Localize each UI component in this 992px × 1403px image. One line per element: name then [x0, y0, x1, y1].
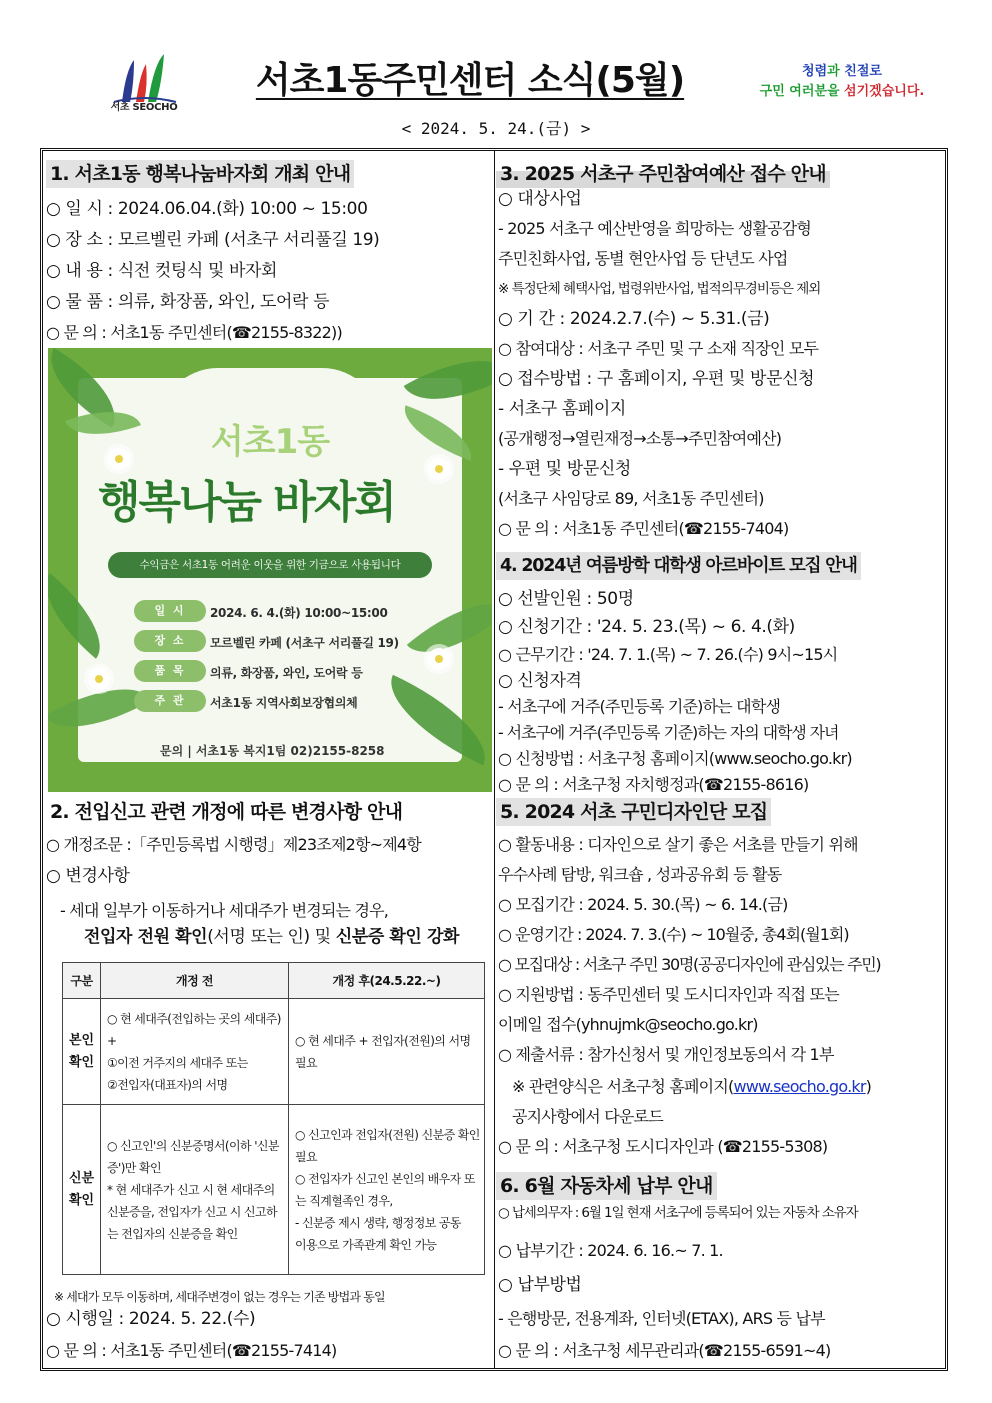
- cell-line: +: [107, 1033, 117, 1048]
- poster-tag-items: 품 목: [134, 660, 206, 682]
- section1-title: 1. 서초1동 행복나눔바자회 개최 안내: [46, 160, 354, 188]
- section4-line: ○ 근무기간 : '24. 7. 1.(목) ~ 7. 26.(수) 9시~15시: [498, 645, 838, 664]
- poster-banner: 수익금은 서초1동 어려운 이웃을 위한 기금으로 사용됩니다: [108, 552, 432, 578]
- table-cell-before: [101, 1105, 289, 1275]
- section4-title: 4. 2024년 여름방학 대학생 아르바이트 모집 안내: [496, 552, 861, 580]
- poster-value-items: 의류, 화장품, 와인, 도어락 등: [210, 666, 363, 680]
- section5-line-email: 이메일 접수(yhnujmk@seocho.go.kr): [498, 1015, 758, 1034]
- section3-line: 주민친화사업, 동별 현안사업 등 단년도 사업: [498, 249, 788, 268]
- section2-title: 2. 전입신고 관련 개정에 따른 변경사항 안내: [50, 801, 403, 823]
- cell-line: 는 직계혈족인 경우,: [295, 1193, 393, 1208]
- cell-line: 필요: [295, 1055, 317, 1070]
- section1-line-contact: ○ 문 의 : 서초1동 주민센터(☎2155-8322)): [46, 323, 342, 342]
- poster-tag-host: 주 관: [134, 690, 206, 712]
- section3-title: 3. 2025 서초구 주민참여예산 접수 안내: [496, 160, 830, 188]
- issue-date: < 2024. 5. 24.(금) >: [401, 119, 591, 138]
- table-row-label: [63, 1105, 101, 1275]
- section6-line: ○ 납부방법: [498, 1275, 582, 1295]
- section5-title: 5. 2024 서초 구민디자인단 모집: [496, 798, 771, 826]
- section3-line: ○ 문 의 : 서초1동 주민센터(☎2155-7404): [498, 519, 789, 538]
- table-header: 개정 후(24.5.22.~): [289, 963, 485, 999]
- row-label-line: 확인: [68, 1192, 95, 1208]
- cell-line: 신분증을, 전입자가 신고 시 신고하: [107, 1204, 277, 1219]
- section1-line-content: ○ 내 용 : 식전 컷팅식 및 바자회: [46, 261, 278, 281]
- table-row: [63, 1105, 485, 1275]
- poster-contact: 문의 | 서초1동 복지1팀 02)2155-8258: [160, 744, 385, 758]
- cell-line: 증')만 확인: [107, 1160, 161, 1175]
- note-text-end: ): [865, 1077, 872, 1096]
- slogan-line2a: 구민 여러분을: [759, 84, 845, 99]
- cell-line: 는 전입자의 신분증을 확인: [107, 1226, 238, 1241]
- section3-line: ○ 접수방법 : 구 홈페이지, 우편 및 방문신청: [498, 369, 815, 389]
- table-header-row: [63, 963, 485, 999]
- cell-line: ○ 현 세대주(전입하는 곳의 세대주): [107, 1011, 281, 1026]
- slogan-line2b: 섬기겠습니다.: [844, 84, 925, 99]
- section3-line-exclusion: ※ 특정단체 혜택사업, 법령위반사업, 법적의무경비등은 제외: [498, 281, 821, 297]
- section2-line-emphasis: [84, 924, 459, 950]
- slogan-joiner: 과: [827, 64, 845, 79]
- column-divider: [494, 150, 495, 1369]
- section1-line-datetime: ○ 일 시 : 2024.06.04.(화) 10:00 ~ 15:00: [46, 199, 368, 219]
- section4-line: - 서초구에 거주(주민등록 기준)하는 자의 대학생 자녀: [498, 723, 839, 742]
- section5-note: [512, 1074, 871, 1100]
- section5-line: 우수사례 탐방, 워크숍 , 성과공유회 등 활동: [498, 865, 782, 884]
- section5-line: ○ 지원방법 : 동주민센터 및 도시디자인과 직접 또는: [498, 985, 839, 1004]
- row-label-line: 본인: [68, 1032, 95, 1048]
- section2-line-effective: ○ 시행일 : 2024. 5. 22.(수): [46, 1309, 256, 1329]
- section3-line: ○ 참여대상 : 서초구 주민 및 구 소재 직장인 모두: [498, 339, 819, 358]
- table-header: 개정 전: [101, 963, 289, 999]
- bazaar-poster: [48, 348, 492, 792]
- slogan: [752, 62, 932, 102]
- table-row-label: [63, 999, 101, 1105]
- seocho-homepage-link[interactable]: www.seocho.go.kr: [733, 1077, 866, 1096]
- cell-line: ○ 현 세대주 + 전입자(전원)의 서명: [295, 1033, 471, 1048]
- section2-line-article: ○ 개정조문 :「주민등록법 시행령」제23조제2항~제4항: [46, 835, 421, 854]
- row-label-line: 확인: [68, 1054, 95, 1070]
- section6-line: ○ 납부기간 : 2024. 6. 16.~ 7. 1.: [498, 1241, 723, 1260]
- cell-line: * 현 세대주가 신고 시 현 세대주의: [107, 1182, 275, 1197]
- section1-line-items: ○ 물 품 : 의류, 화장품, 와인, 도어락 등: [46, 292, 330, 312]
- section3-line: - 2025 서초구 예산반영을 희망하는 생활공감형: [498, 219, 812, 238]
- change-comparison-table: [62, 962, 485, 1275]
- section4-line: - 서초구에 거주(주민등록 기준)하는 대학생: [498, 697, 781, 716]
- cell-line: ○ 신고인'의 신분증명서(이하 '신분: [107, 1138, 279, 1153]
- logo-text: 서초 SEOCHO: [110, 102, 178, 113]
- section6-title: 6. 6월 자동차세 납부 안내: [496, 1172, 717, 1200]
- section4-line: ○ 신청기간 : '24. 5. 23.(목) ~ 6. 4.(화): [498, 617, 795, 637]
- section6-line: - 은행방문, 전용계좌, 인터넷(ETAX), ARS 등 납부: [498, 1309, 825, 1328]
- section6-line: ○ 납세의무자 : 6월 1일 현재 서초구에 등록되어 있는 자동차 소유자: [498, 1205, 858, 1221]
- poster-value-host: 서초1동 지역사회보장협의체: [210, 696, 358, 710]
- section2-line-contact: ○ 문 의 : 서초1동 주민센터(☎2155-7414): [46, 1341, 337, 1360]
- poster-value-datetime: 2024. 6. 4.(화) 10:00~15:00: [210, 606, 388, 620]
- slogan-word-kindness: 친절: [844, 64, 870, 79]
- section2-note: ※ 세대가 모두 이동하며, 세대주변경이 없는 경우는 기존 방법과 동일: [54, 1290, 385, 1304]
- section2-line-case: - 세대 일부가 이동하거나 세대주가 변경되는 경우,: [60, 901, 389, 920]
- section3-line: (공개행정→열린재정→소통→주민참여예산): [498, 429, 782, 448]
- table-row: [63, 999, 485, 1105]
- section3-line: ○ 기 간 : 2024.2.7.(수) ~ 5.31.(금): [498, 309, 770, 329]
- section4-line: ○ 신청방법 : 서초구청 홈페이지(www.seocho.go.kr): [498, 749, 852, 768]
- section6-line-contact: ○ 문 의 : 서초구청 세무관리과(☎2155-6591~4): [498, 1341, 831, 1360]
- section3-line: - 우편 및 방문신청: [498, 459, 631, 479]
- flower-icon: [88, 668, 110, 690]
- section5-line: ○ 제출서류 : 참가신청서 및 개인정보동의서 각 1부: [498, 1045, 834, 1064]
- emphasis-all-movers: 전입자 전원 확인: [84, 927, 208, 947]
- cell-line: 이용으로 가족관계 확인 가능: [295, 1237, 437, 1252]
- table-header: 구분: [63, 963, 101, 999]
- cell-line: - 신분증 제시 생략, 행정정보 공동: [295, 1215, 461, 1230]
- section4-line: ○ 문 의 : 서초구청 자치행정과(☎2155-8616): [498, 775, 809, 794]
- page-header: [0, 0, 992, 150]
- section3-line: (서초구 사임당로 89, 서초1동 주민센터): [498, 489, 764, 508]
- row-label-line: 신분: [68, 1170, 95, 1186]
- section5-line: ○ 모집대상 : 서초구 주민 30명(공공디자인에 관심있는 주민): [498, 955, 881, 974]
- flower-icon: [428, 648, 450, 670]
- note-text: ※ 관련양식은 서초구청 홈페이지(: [512, 1077, 734, 1096]
- table-cell-after: [289, 1105, 485, 1275]
- section4-line: ○ 신청자격: [498, 671, 582, 691]
- section5-line: ○ 운영기간 : 2024. 7. 3.(수) ~ 10월중, 총4회(월1회): [498, 925, 849, 944]
- section3-line: ○ 대상사업: [498, 189, 582, 209]
- cell-line: 필요: [295, 1149, 317, 1164]
- poster-title: 행복나눔 바자회: [98, 477, 395, 528]
- slogan-joiner-2: 로: [869, 64, 882, 79]
- section5-line: ○ 모집기간 : 2024. 5. 30.(목) ~ 6. 14.(금): [498, 895, 788, 914]
- slogan-word-integrity: 청렴: [802, 64, 828, 79]
- section1-line-place: ○ 장 소 : 모르벨린 카페 (서초구 서리풀길 19): [46, 230, 380, 250]
- poster-tag-place: 장 소: [134, 630, 206, 652]
- cell-line: ②전입자(대표자)의 서명: [107, 1077, 228, 1092]
- poster-subtitle: 서초1동: [210, 422, 330, 462]
- poster-tag-datetime: 일 시: [134, 600, 206, 622]
- section4-line: ○ 선발인원 : 50명: [498, 589, 634, 609]
- emphasis-id-check: 신분증 확인 강화: [335, 927, 460, 947]
- section5-note-download: 공지사항에서 다운로드: [512, 1107, 663, 1126]
- cell-line: ①이전 거주지의 세대주 또는: [107, 1055, 248, 1070]
- section2-line-changes: ○ 변경사항: [46, 866, 130, 886]
- section5-line: ○ 활동내용 : 디자인으로 살기 좋은 서초를 만들기 위해: [498, 835, 858, 854]
- section3-line: - 서초구 홈페이지: [498, 399, 626, 419]
- cell-line: ○ 신고인과 전입자(전원) 신분증 확인: [295, 1127, 480, 1142]
- section5-line-contact: ○ 문 의 : 서초구청 도시디자인과 (☎2155-5308): [498, 1137, 828, 1156]
- table-cell-before: [101, 999, 289, 1105]
- poster-value-place: 모르벨린 카페 (서초구 서리풀길 19): [210, 636, 399, 650]
- cell-line: ○ 전입자가 신고인 본인의 배우자 또: [295, 1171, 475, 1186]
- emphasis-mid: (서명 또는 인) 및: [207, 927, 336, 947]
- page-title: 서초1동주민센터 소식(5월): [255, 60, 685, 101]
- table-cell-after: [289, 999, 485, 1105]
